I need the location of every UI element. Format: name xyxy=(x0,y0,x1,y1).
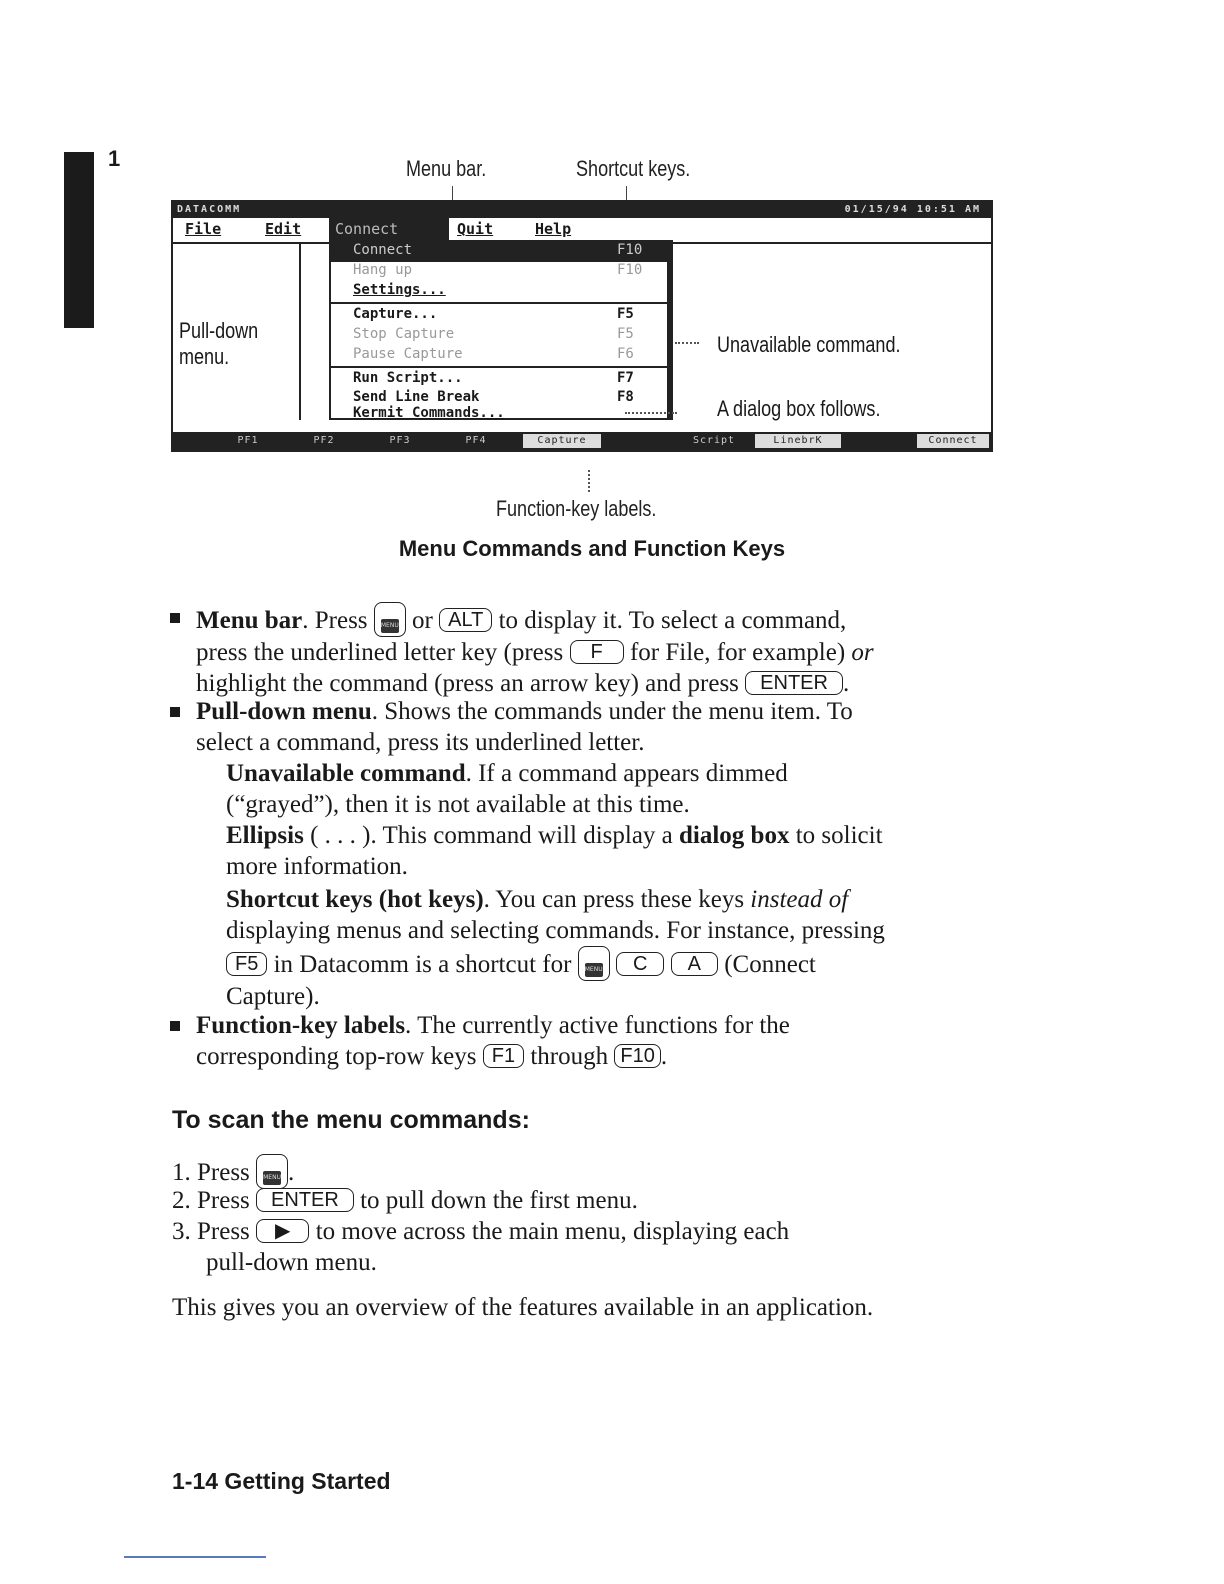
bullet-function-key-labels: Function-key labels. The currently active functions for the corresponding top-row keys F1 through F10 . xyxy=(196,1012,790,1070)
menu-edit[interactable]: Edit xyxy=(265,220,302,238)
fkey-empty-2[interactable] xyxy=(849,434,909,448)
right-arrow-key: ▶ xyxy=(256,1219,309,1243)
closing-paragraph: This gives you an overview of the features available in an application. xyxy=(172,1294,874,1321)
dropdown-item-settings[interactable]: Settings... xyxy=(353,282,446,298)
menu-key-icon: MENU xyxy=(578,946,610,981)
datacomm-screen xyxy=(171,200,993,452)
f-key: F xyxy=(570,640,624,664)
chapter-number: 1 xyxy=(108,146,121,171)
f10-key: F10 xyxy=(614,1044,660,1068)
fkey-pf1[interactable]: PF1 xyxy=(237,435,259,446)
enter-key: ENTER xyxy=(745,671,843,695)
a-key: A xyxy=(671,952,718,976)
sub-unavailable: Unavailable command. If a command appears dimmed (“grayed”), then it is not available at this time. xyxy=(226,760,788,818)
bullet-menu-bar: Menu bar. Press MENU or ALT to display it. To select a command, press the underlined letter key (press F for File, for example) or highlight the command (press an arrow key) and press ENTER . xyxy=(196,602,1006,699)
dropdown-item-capture[interactable]: Capture... F5 xyxy=(353,306,634,322)
menu-file[interactable]: File xyxy=(185,220,222,238)
leader-unavailable xyxy=(675,342,699,344)
sub-shortcut-keys: Shortcut keys (hot keys). You can press these keys instead of displaying menus and selecting commands. For instance, pressing F5 in Datacomm is a shortcut for MENU C A (Connect Capture). xyxy=(226,886,885,1010)
menu-connect[interactable]: Connect xyxy=(329,218,449,242)
dropdown-item-send-line-break[interactable]: Send Line Break F8 xyxy=(353,389,634,405)
bullet-marker xyxy=(170,613,180,623)
bullet-marker xyxy=(170,1021,180,1031)
file-menu-edge xyxy=(299,244,301,420)
callout-shortcut-keys: Shortcut keys. xyxy=(576,156,691,181)
screen-datetime: 01/15/94 10:51 AM xyxy=(844,204,981,215)
callout-function-key-labels: Function-key labels. xyxy=(496,496,657,521)
bullet-marker xyxy=(170,707,180,717)
step-1: 1. Press MENU . xyxy=(172,1154,294,1189)
fkey-pf3[interactable]: PF3 xyxy=(389,435,411,446)
screen-app-name: DATACOMM xyxy=(177,204,242,215)
leader-dialog xyxy=(625,412,677,414)
step-3: 3. Press ▶ to move across the main menu, displaying each pull-down menu. xyxy=(172,1218,790,1276)
screen-title-bar xyxy=(173,202,991,218)
page-footer: 1-14 Getting Started xyxy=(172,1468,391,1494)
fkey-capture[interactable]: Capture xyxy=(523,434,601,448)
menu-key-icon: MENU xyxy=(374,602,406,637)
fkey-script[interactable]: Script xyxy=(692,435,736,446)
footer-rule xyxy=(124,1556,266,1558)
fkey-linebrk[interactable]: LinebrK xyxy=(755,434,841,448)
callout-menu-bar: Menu bar. xyxy=(406,156,487,181)
fkey-pf4[interactable]: PF4 xyxy=(465,435,487,446)
menu-quit[interactable]: Quit xyxy=(457,220,494,238)
callout-pulldown-line2: menu. xyxy=(179,344,230,369)
connect-dropdown xyxy=(329,240,673,420)
f5-key: F5 xyxy=(226,952,267,976)
c-key: C xyxy=(616,952,664,976)
callout-pulldown-line1: Pull-down xyxy=(179,318,259,343)
dropdown-item-hang-up[interactable]: Hang up F10 xyxy=(353,262,643,278)
fkey-pf2[interactable]: PF2 xyxy=(313,435,335,446)
step-2: 2. Press ENTER to pull down the first menu. xyxy=(172,1187,638,1214)
dropdown-item-pause-capture[interactable]: Pause Capture F6 xyxy=(353,346,634,362)
section-heading: To scan the menu commands: xyxy=(172,1106,530,1134)
figure-caption: Menu Commands and Function Keys xyxy=(398,536,786,561)
fkey-empty-1[interactable] xyxy=(609,434,679,448)
dropdown-item-connect[interactable]: Connect F10 xyxy=(331,240,667,262)
menu-key-icon: MENU xyxy=(256,1154,288,1189)
fkey-connect[interactable]: Connect xyxy=(917,434,989,448)
menu-help[interactable]: Help xyxy=(535,220,572,238)
dropdown-item-kermit-commands[interactable]: Kermit Commands... xyxy=(353,405,505,421)
f1-key: F1 xyxy=(483,1044,524,1068)
leader-function-keys xyxy=(588,470,590,492)
alt-key: ALT xyxy=(439,608,492,632)
bullet-pulldown-menu: Pull-down menu. Shows the commands under the menu item. To select a command, press its underlined letter. xyxy=(196,698,853,756)
dropdown-item-run-script[interactable]: Run Script... F7 xyxy=(353,370,634,386)
callout-dialog-box: A dialog box follows. xyxy=(717,396,881,421)
dropdown-item-stop-capture[interactable]: Stop Capture F5 xyxy=(353,326,634,342)
sub-ellipsis: Ellipsis ( . . . ). This command will display a dialog box to solicit more information. xyxy=(226,822,883,880)
callout-unavailable-command: Unavailable command. xyxy=(717,332,901,357)
chapter-tab-bar xyxy=(64,152,94,328)
function-key-bar xyxy=(173,432,991,450)
enter-key: ENTER xyxy=(256,1188,354,1212)
